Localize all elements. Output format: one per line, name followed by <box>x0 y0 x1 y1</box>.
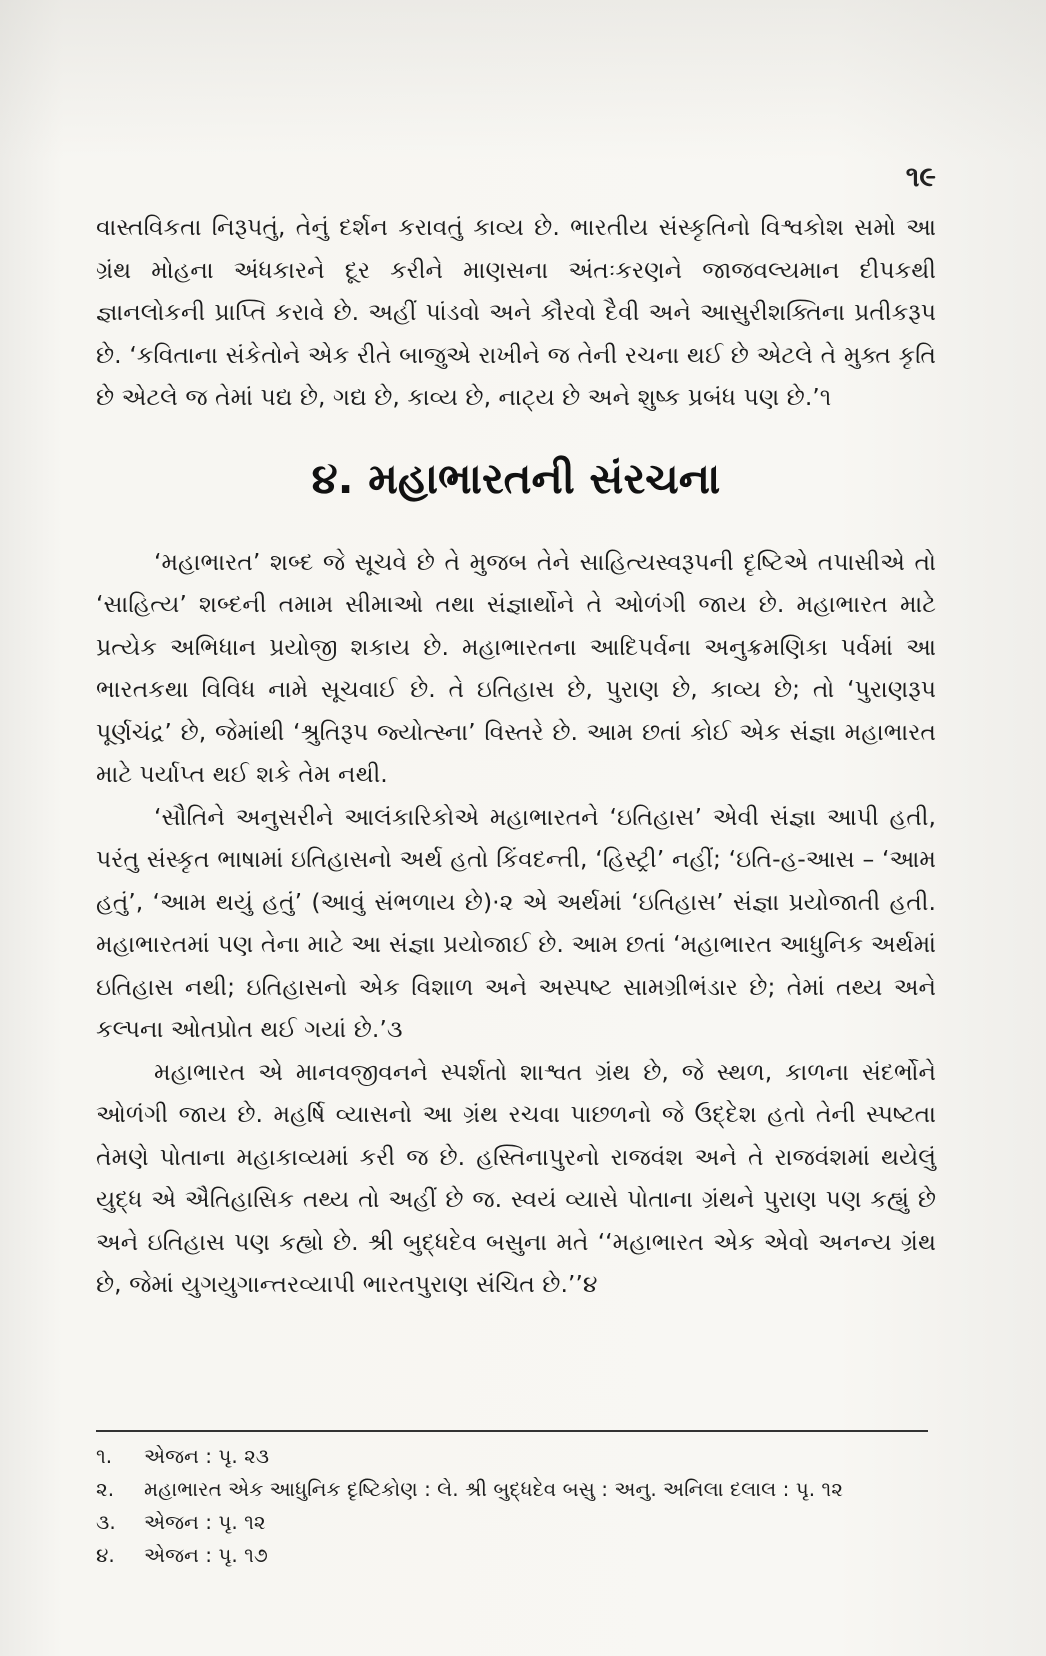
footnote-number: ૨. <box>96 1477 115 1501</box>
footnote-number: ૪. <box>96 1543 115 1567</box>
footnotes <box>96 1440 936 1572</box>
footnote-text: એજન : પૃ. ૨૩ <box>144 1444 270 1468</box>
paragraph: ‘સૌતિને અનુસરીને આલંકારિકોએ મહાભારતને ‘ઇતિહાસ’ એવી સંજ્ઞા આપી હતી, પરંતુ સંસ્કૃત ભાષામાં ઇતિહાસનો અર્થ હતો કિંવદન્તી, ‘હિસ્ટ્રી’ નહીં; ‘ઇતિ-હ-આસ – ‘આમ હતું’, ‘આમ થયું હતું’ (આવું સંભળાય છે)·૨ એ અર્થમાં ‘ઇતિહાસ’ સંજ્ઞા પ્રયોજાતી હતી. મહાભારતમાં પણ તેના માટે આ સંજ્ઞા પ્રયોજાઈ છે. આમ છતાં ‘મહાભારત આધુનિક અર્થમાં ઇતિહાસ નથી; ઇતિહાસનો એક વિશાળ અને અસ્પષ્ટ સામગ્રીભંડાર છે; તેમાં તથ્ય અને કલ્પના ઓતપ્રોત થઈ ગયાં છે.’૩ <box>96 802 936 1043</box>
paragraph-continued: વાસ્તવિકતા નિરૂપતું, તેનું દર્શન કરાવતું કાવ્ય છે. ભારતીય સંસ્કૃતિનો વિશ્વકોશ સમો આ ગ્રંથ મોહના અંધકારને દૂર કરીને માણસના અંતઃકરણને જાજવલ્યમાન દીપકથી જ્ઞાનલોકની પ્રાપ્તિ કરાવે છે. અહીં પાંડવો અને કૌરવો દૈવી અને આસુરીશક્તિના પ્રતીકરૂપ છે. ‘કવિતાના સંકેતોને એક રીતે બાજુએ રાખીને જ તેની રચના થઈ છે એટલે તે મુક્ત કૃતિ છે એટલે જ તેમાં પદ્ય છે, ગદ્ય છે, કાવ્ય છે, નાટ્ય છે અને શુષ્ક પ્રબંધ પણ છે.’૧ <box>96 213 936 411</box>
page-body <box>96 206 936 1306</box>
footnote <box>96 1539 936 1572</box>
footnote-text: મહાભારત એક આધુનિક દૃષ્ટિકોણ : લે. શ્રી બુદ્ધદેવ બસુ : અનુ. અનિલા દલાલ : પૃ. ૧૨ <box>144 1477 843 1501</box>
footnote-number: ૧. <box>96 1444 113 1468</box>
footnote <box>96 1473 936 1506</box>
page-number: ૧૯ <box>905 160 936 193</box>
footnote-text: એજન : પૃ. ૧૭ <box>144 1543 268 1567</box>
footnote-text: એજન : પૃ. ૧૨ <box>144 1510 266 1534</box>
footnote-number: ૩. <box>96 1510 116 1534</box>
footnote-divider <box>96 1430 928 1432</box>
page-shadow <box>0 0 1046 160</box>
paragraph: ‘મહાભારત’ શબ્દ જે સૂચવે છે તે મુજબ તેને સાહિત્યસ્વરૂપની દૃષ્ટિએ તપાસીએ તો ‘સાહિત્ય’ શબ્દની તમામ સીમાઓ તથા સંજ્ઞાર્થોને તે ઓળંગી જાય છે. મહાભારત માટે પ્રત્યેક અભિધાન પ્રયોજી શકાય છે. મહાભારતના આદિપર્વના અનુક્રમણિકા પર્વમાં આ ભારતકથા વિવિધ નામે સૂચવાઈ છે. તે ઇતિહાસ છે, પુરાણ છે, કાવ્ય છે; તો ‘પુરાણરૂપ પૂર્ણચંદ્ર’ છે, જેમાંથી ‘શ્રુતિરૂપ જ્યોત્સ્ના’ વિસ્તરે છે. આમ છતાં કોઈ એક સંજ્ઞા મહાભારત માટે પર્યાપ્ત થઈ શકે તેમ નથી. <box>96 547 936 788</box>
section-heading: ૪. મહાભારતની સંરચના <box>311 453 721 503</box>
paragraph: મહાભારત એ માનવજીવનને સ્પર્શતો શાશ્વત ગ્રંથ છે, જે સ્થળ, કાળના સંદર્ભોને ઓળંગી જાય છે. મહર્ષિ વ્યાસનો આ ગ્રંથ રચવા પાછળનો જે ઉદ્દેશ હતો તેની સ્પષ્ટતા તેમણે પોતાના મહાકાવ્યમાં કરી જ છે. હસ્તિનાપુરનો રાજવંશ અને તે રાજવંશમાં થયેલું યુદ્ધ એ ઐતિહાસિક તથ્ય તો અહીં છે જ. સ્વયં વ્યાસે પોતાના ગ્રંથને પુરાણ પણ કહ્યું છે અને ઇતિહાસ પણ કહ્યો છે. શ્રી બુદ્ધદેવ બસુના મતે ‘‘મહાભારત એક એવો અનન્ય ગ્રંથ છે, જેમાં યુગયુગાન્તરવ્યાપી ભારતપુરાણ સંચિત છે.’’૪ <box>96 1057 936 1298</box>
footnote <box>96 1440 936 1473</box>
footnote <box>96 1506 936 1539</box>
